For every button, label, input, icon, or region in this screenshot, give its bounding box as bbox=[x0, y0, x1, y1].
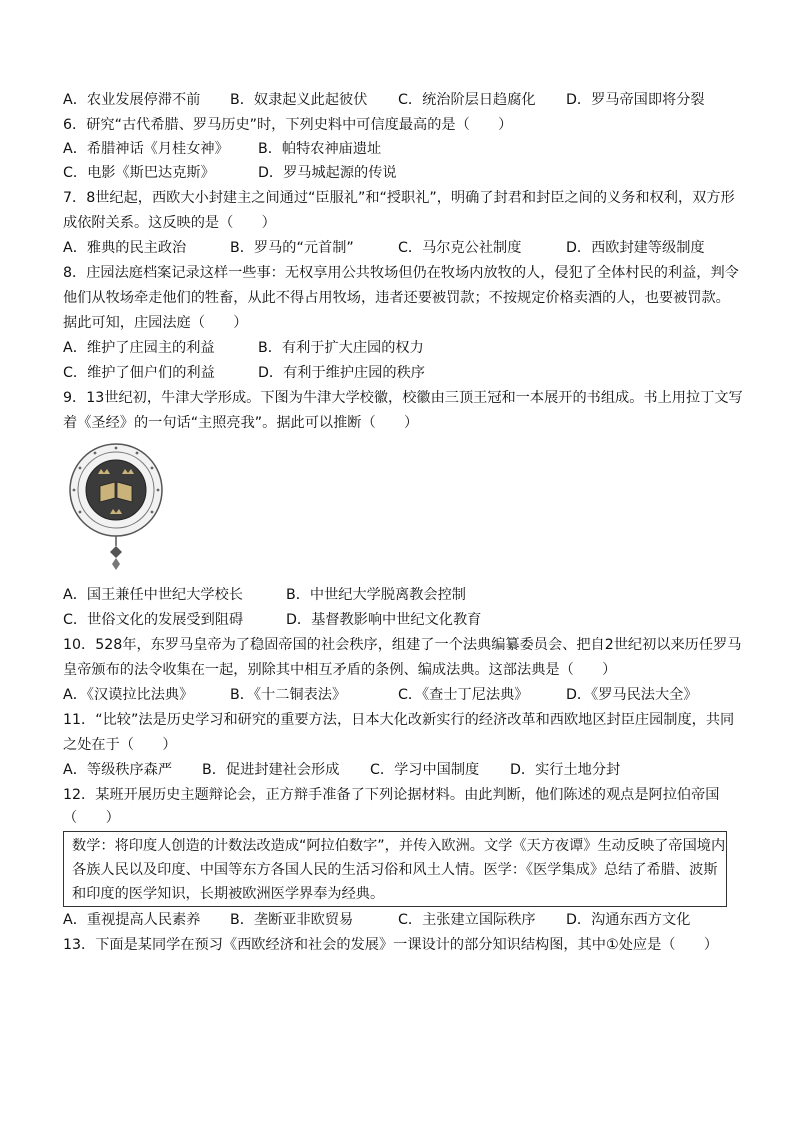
q7-stem-line-2: 成依附关系。这反映的是（ ） bbox=[63, 215, 276, 231]
q12-option-c: C．主张建立国际秩序 bbox=[398, 912, 536, 928]
q12-material-line-1: 数学：将印度人创造的计数法改造成“阿拉伯数字”，并传入欧洲。文学《天方夜谭》生动反映了帝国境内 bbox=[72, 838, 726, 854]
q10-option-c: C．《查士丁尼法典》 bbox=[398, 687, 529, 703]
q7-option-c: C．马尔克公社制度 bbox=[398, 240, 522, 256]
q12-material-line-2: 各族人民以及印度、中国等东方各国人民的生活习俗和风土人情。医学：《医学集成》总结了希腊、波斯 bbox=[72, 862, 718, 878]
q6-option-d: D．罗马城起源的传说 bbox=[258, 165, 397, 181]
q11-option-a: A．等级秩序森严 bbox=[63, 762, 173, 778]
q12-option-d: D．沟通东西方文化 bbox=[566, 912, 691, 928]
q12-option-b: B．垄断亚非欧贸易 bbox=[230, 912, 354, 928]
q8-option-a: A．维护了庄园主的利益 bbox=[63, 340, 215, 356]
q10-option-a: A．《汉谟拉比法典》 bbox=[63, 687, 194, 703]
q9-option-b: B．中世纪大学脱离教会控制 bbox=[286, 587, 466, 603]
q11-option-b: B．促进封建社会形成 bbox=[202, 762, 340, 778]
q5-option-d: D．罗马帝国即将分裂 bbox=[566, 92, 705, 108]
q13-stem: 13．下面是某同学在预习《西欧经济和社会的发展》一课设计的部分知识结构图，其中①处应是（ ） bbox=[63, 937, 719, 953]
q12-stem-line-1: 12．某班开展历史主题辩论会，正方辩手准备了下列论据材料。由此判断，他们陈述的观点是阿拉伯帝国 bbox=[63, 787, 720, 803]
q7-stem-line-1: 7．8世纪起，西欧大小封建主之间通过“臣服礼”和“授职礼”，明确了封君和封臣之间的义务和权利，双方形 bbox=[63, 190, 735, 206]
q10-stem-line-2: 皇帝颁布的法令收集在一起，别除其中相互矛盾的条例、编成法典。这部法典是（ ） bbox=[63, 662, 617, 678]
q9-option-c: C．世俗文化的发展受到阻碍 bbox=[63, 612, 244, 628]
q6-option-b: B．帕特农神庙遗址 bbox=[258, 141, 382, 157]
q5-option-b: B．奴隶起义此起彼伏 bbox=[230, 92, 368, 108]
q12-option-a: A．重视提高人民素养 bbox=[63, 912, 201, 928]
q11-stem-line-1: 11．“比较”法是历史学习和研究的重要方法，日本大化改新实行的经济改革和西欧地区封臣庄园制度，共同 bbox=[63, 712, 735, 728]
q10-option-d: D．《罗马民法大全》 bbox=[566, 687, 698, 703]
q10-stem-line-1: 10．528年，东罗马皇帝为了稳固帝国的社会秩序，组建了一个法典编纂委员会、把自2世纪初以来历任罗马 bbox=[63, 637, 742, 653]
q7-option-d: D．西欧封建等级制度 bbox=[566, 240, 705, 256]
q6-option-a: A．希腊神话《月桂女神》 bbox=[63, 141, 229, 157]
q12-stem-line-2: （ ） bbox=[63, 810, 120, 826]
q9-stem-line-2: 着《圣经》的一句话“主照亮我”。据此可以推断（ ） bbox=[63, 415, 419, 431]
q12-source-material-box bbox=[63, 831, 727, 907]
q7-option-a: A．雅典的民主政治 bbox=[63, 240, 187, 256]
q6-stem: 6．研究“古代希腊、罗马历史”时，下列史料中可信度最高的是（ ） bbox=[63, 117, 513, 133]
q9-stem-line-1: 9．13世纪初，牛津大学形成。下图为牛津大学校徽，校徽由三顶王冠和一本展开的书组成。书上用拉丁文写 bbox=[63, 390, 743, 406]
q6-option-c: C．电影《斯巴达克斯》 bbox=[63, 165, 215, 181]
q8-stem-line-1: 8．庄园法庭档案记录这样一些事：无权享用公共牧场但仍在牧场内放牧的人，侵犯了全体村民的利益，判令 bbox=[63, 265, 739, 281]
q8-option-b: B．有利于扩大庄园的权力 bbox=[258, 340, 424, 356]
q10-option-b: B．《十二铜表法》 bbox=[230, 687, 347, 703]
q7-option-b: B．罗马的“元首制” bbox=[230, 240, 354, 256]
q8-stem-line-3: 据此可知，庄园法庭（ ） bbox=[63, 315, 248, 331]
q9-option-a: A．国王兼任中世纪大学校长 bbox=[63, 587, 243, 603]
q8-option-c: C．维护了佃户们的利益 bbox=[63, 365, 215, 381]
university-seal-image bbox=[62, 440, 174, 572]
q11-option-d: D．实行土地分封 bbox=[510, 762, 621, 778]
q5-option-a: A．农业发展停滞不前 bbox=[63, 92, 201, 108]
q12-material-line-3: 和印度的医学知识，长期被欧洲医学界奉为经典。 bbox=[72, 886, 385, 902]
q8-option-d: D．有利于维护庄园的秩序 bbox=[258, 365, 425, 381]
q5-option-c: C．统治阶层日趋腐化 bbox=[398, 92, 536, 108]
q11-stem-line-2: 之处在于（ ） bbox=[63, 737, 177, 753]
q11-option-c: C．学习中国制度 bbox=[370, 762, 480, 778]
q8-stem-line-2: 他们从牧场牵走他们的牲畜，从此不得占用牧场，违者还要被罚款；不按规定价格卖酒的人，也要被罚款。 bbox=[63, 290, 730, 306]
q9-option-d: D．基督教影响中世纪文化教育 bbox=[286, 612, 482, 628]
